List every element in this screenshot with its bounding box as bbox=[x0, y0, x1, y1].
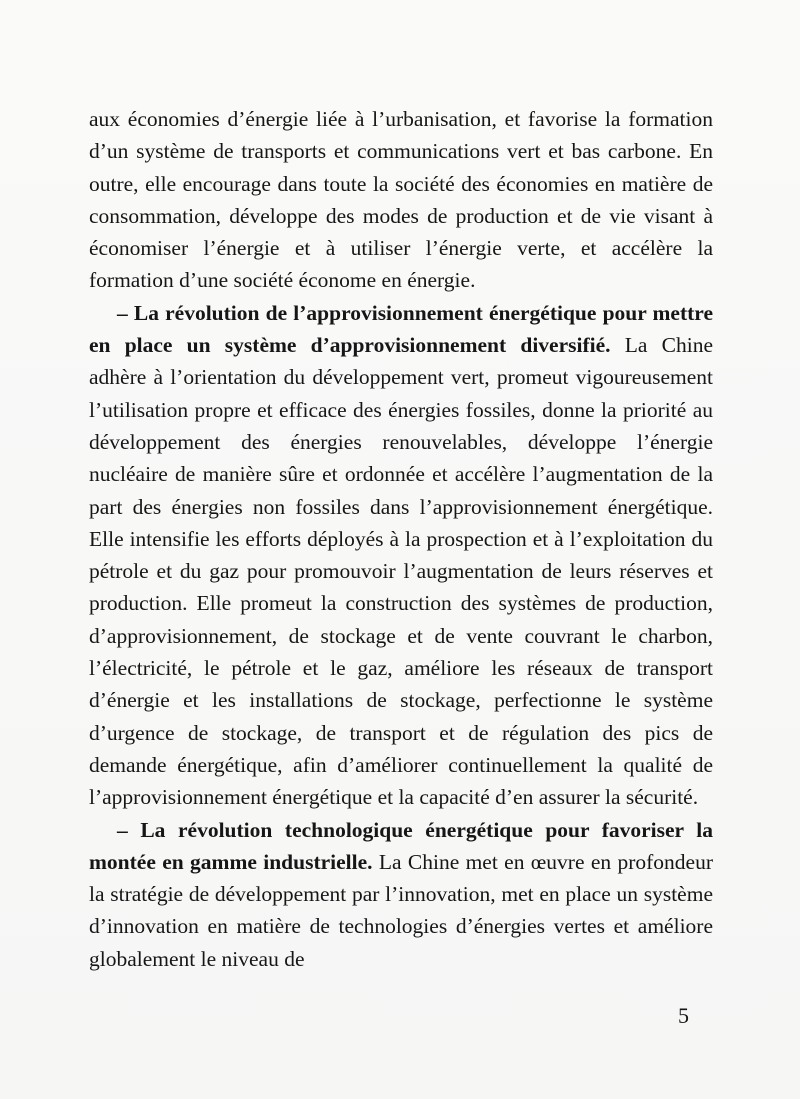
paragraph-body: La Chine adhère à l’orientation du développement vert, promeut vigoureusement l’utilisation propre et efficace des énergies fossiles, donne la priorité au développement des énergies renouvelables, développe l’énergie nucléaire de manière sûre et ordonnée et accélère l’augmentation de la part des énergies non fossiles dans l’approvisionnement énergétique. Elle intensifie les efforts déployés à la prospection et à l’exploitation du pétrole et du gaz pour promouvoir l’augmentation de leurs réserves et production. Elle promeut la construction des systèmes de production, d’approvisionnement, de stockage et de vente couvrant le charbon, l’électricité, le pétrole et le gaz, améliore les réseaux de transport d’énergie et les installations de stockage, perfectionne le système d’urgence de stockage, de transport et de régulation des pics de demande énergétique, afin d’améliorer continuellement la qualité de l’approvisionnement énergétique et la capacité d’en assurer la sécurité. bbox=[89, 333, 713, 810]
paragraph-continuation bbox=[89, 103, 713, 297]
page-number: 5 bbox=[678, 1003, 689, 1028]
paragraph-body: La Chine met en œuvre en profondeur la stratégie de développement par l’innovation, met en place un système d’innovation en matière de technologies d’énergies vertes et améliore globalement le niveau de bbox=[89, 849, 713, 971]
body-text bbox=[89, 103, 713, 975]
paragraph-technology-revolution bbox=[89, 814, 713, 975]
paragraph-heading: – La révolution de l’approvisionnement énergétique pour mettre en place un système d’approvisionnement diversifié. bbox=[89, 300, 713, 358]
paragraph-body: aux économies d’énergie liée à l’urbanisation, et favorise la formation d’un système de transports et communications vert et bas carbone. En outre, elle encourage dans toute la société des économies en matière de consommation, développe des modes de production et de vie visant à économiser l’énergie et à utiliser l’énergie verte, et accélère la formation d’une société économe en énergie. bbox=[89, 107, 713, 293]
paragraph-heading: – La révolution technologique énergétique pour favoriser la montée en gamme industrielle. bbox=[89, 817, 713, 874]
paragraph-supply-revolution bbox=[89, 297, 713, 814]
